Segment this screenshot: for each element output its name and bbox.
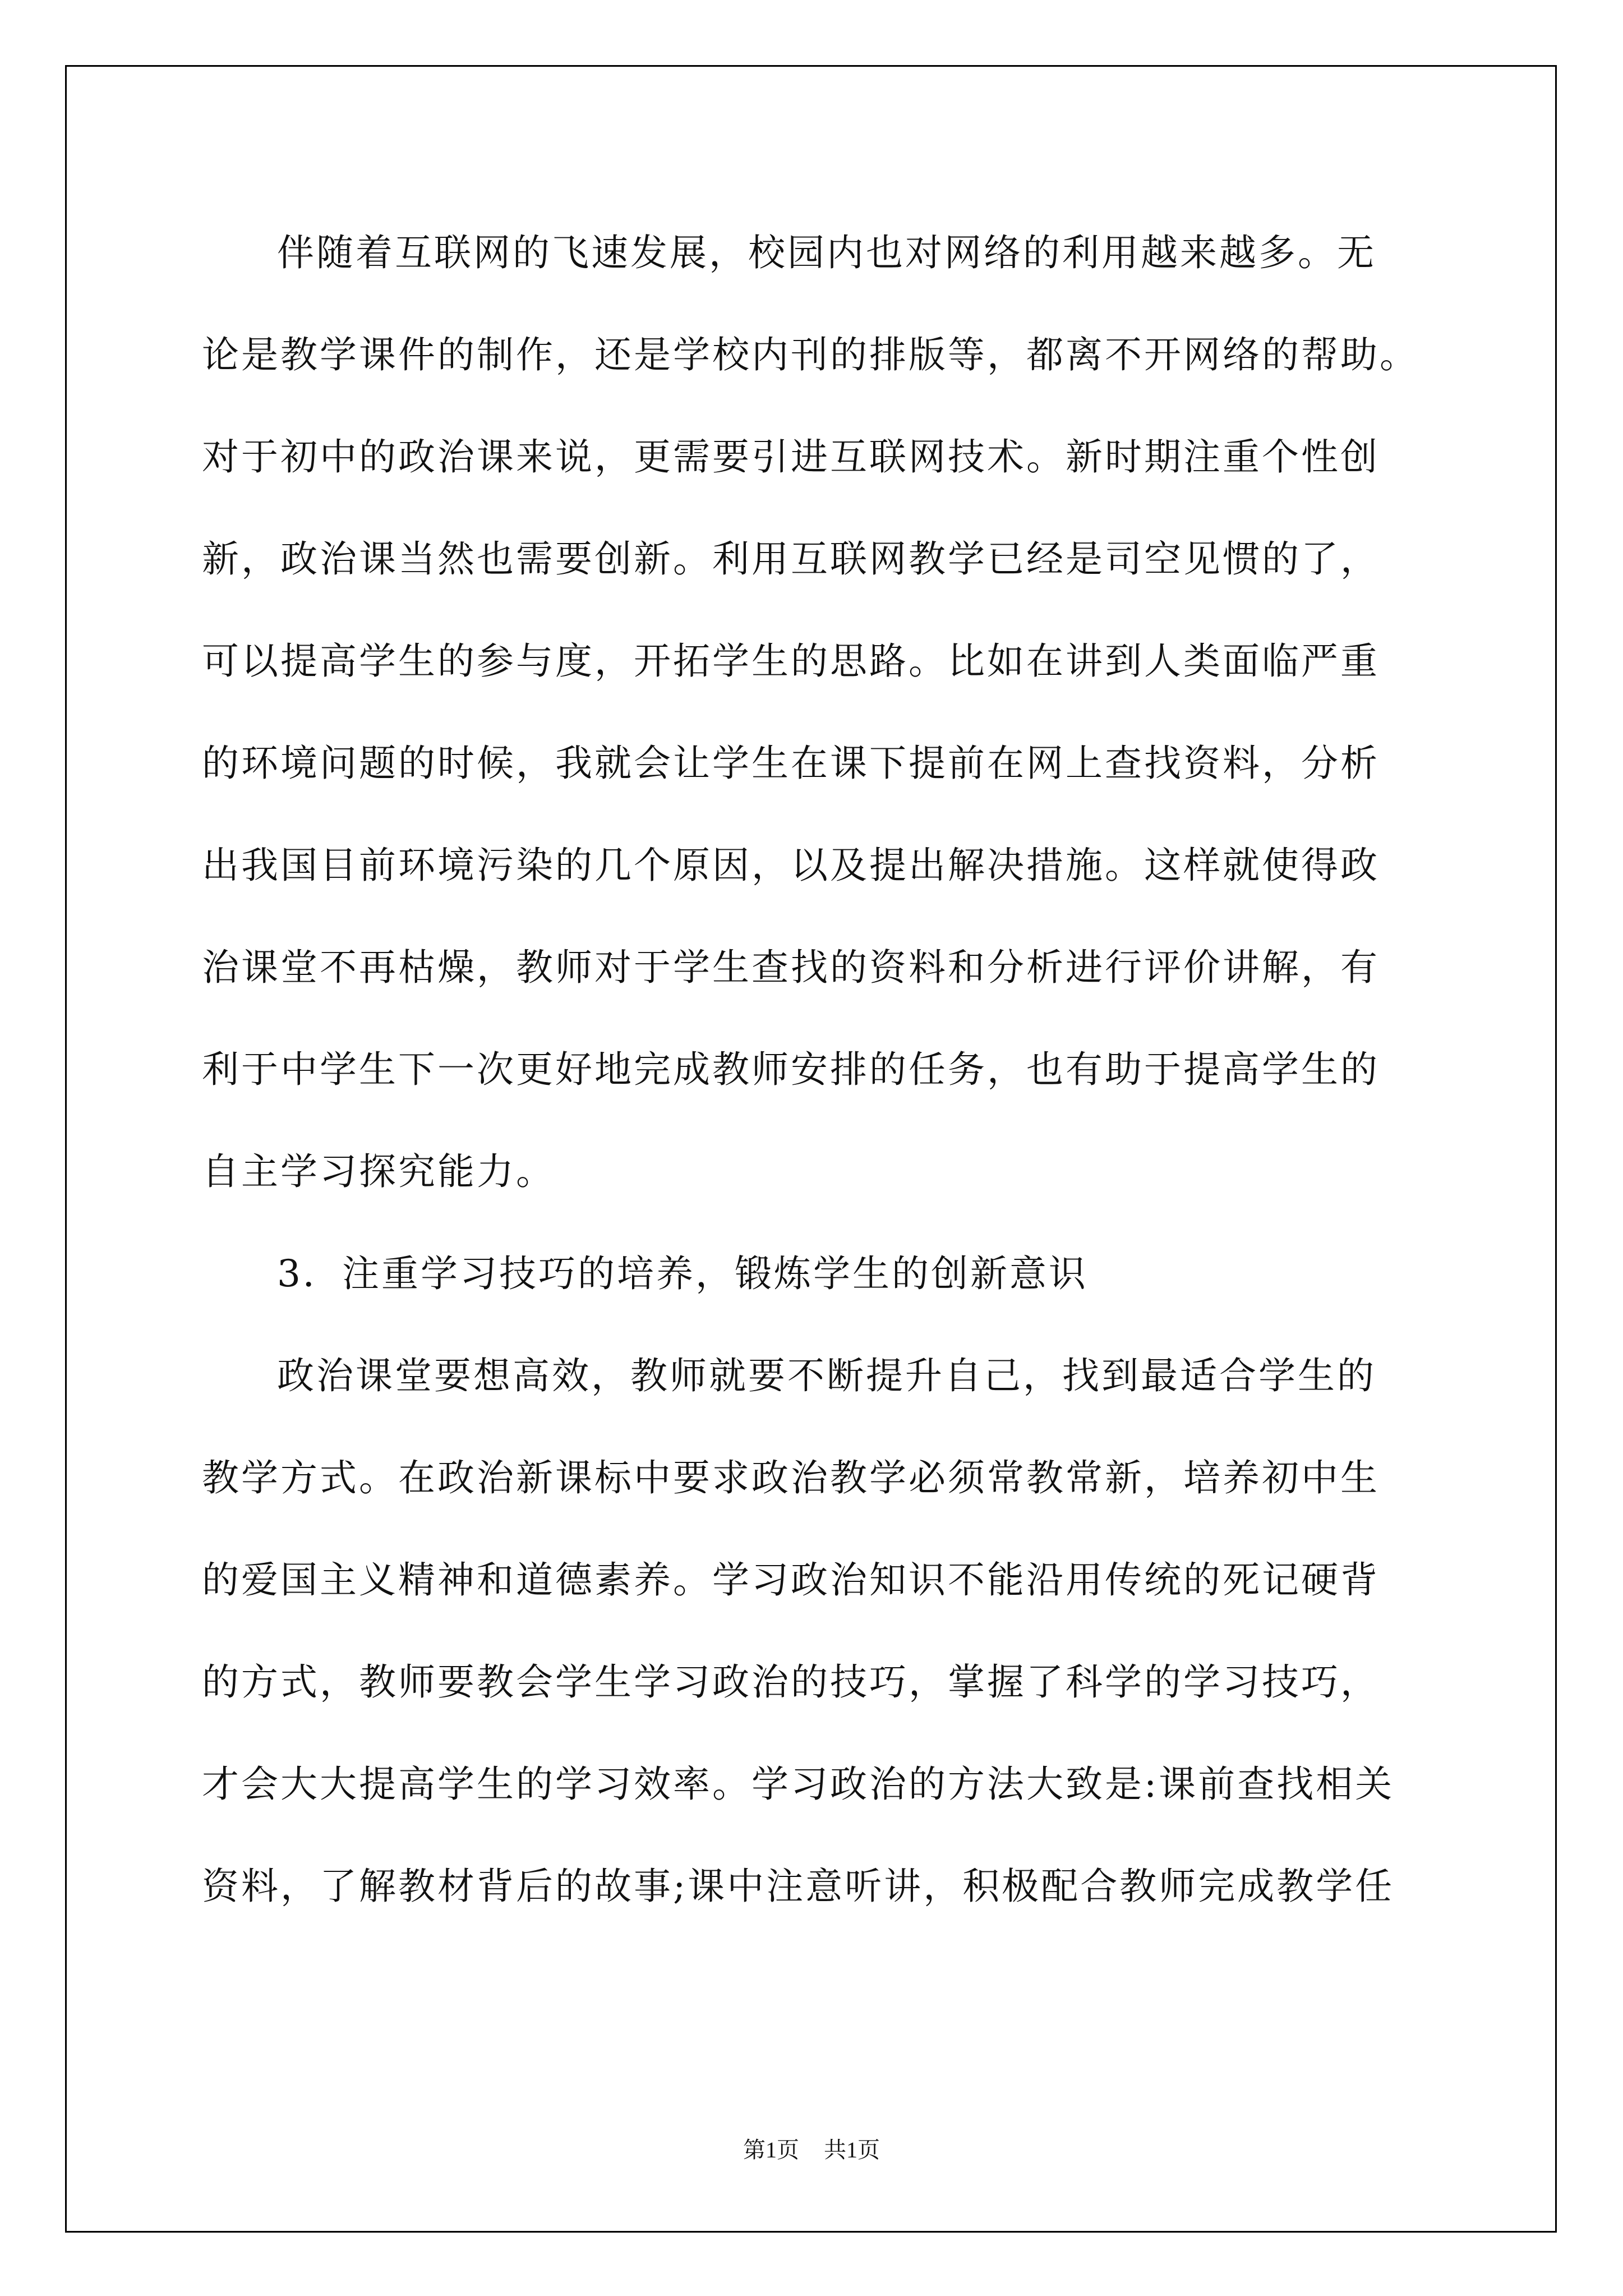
paragraph-line: 的爱国主义精神和道德素养。学习政治知识不能沿用传统的死记硬背 xyxy=(202,1558,1380,1602)
page-footer xyxy=(0,2136,1623,2164)
paragraph-line: 的方式，教师要教会学生学习政治的技巧，掌握了科学的学习技巧， xyxy=(202,1660,1380,1704)
paragraph-line: 对于初中的政治课来说，更需要引进互联网技术。新时期注重个性创 xyxy=(202,435,1380,478)
page-number: 第1页 xyxy=(743,2137,799,2162)
paragraph-line: 新，政治课当然也需要创新。利用互联网教学已经是司空见惯的了， xyxy=(202,537,1380,581)
section-heading: 3．注重学习技巧的培养，锻炼学生的创新意识 xyxy=(277,1252,1088,1295)
paragraph-line: 的环境问题的时候，我就会让学生在课下提前在网上查找资料，分析 xyxy=(202,742,1380,785)
paragraph-line: 资料，了解教材背后的故事;课中注意听讲，积极配合教师完成教学任 xyxy=(202,1865,1395,1908)
paragraph-line: 政治课堂要想高效，教师就要不断提升自己，找到最适合学生的 xyxy=(277,1354,1376,1397)
document-body xyxy=(202,202,1447,1938)
paragraph-line: 自主学习探究能力。 xyxy=(202,1150,555,1193)
paragraph-line: 出我国目前环境污染的几个原因，以及提出解决措施。这样就使得政 xyxy=(202,844,1380,887)
paragraph-line: 教学方式。在政治新课标中要求政治教学必须常教常新，培养初中生 xyxy=(202,1456,1380,1499)
paragraph-line: 才会大大提高学生的学习效率。学习政治的方法大致是:课前查找相关 xyxy=(202,1763,1395,1806)
paragraph-line: 治课堂不再枯燥，教师对于学生查找的资料和分析进行评价讲解，有 xyxy=(202,946,1380,989)
paragraph-line: 论是教学课件的制作，还是学校内刊的排版等，都离不开网络的帮助。 xyxy=(202,333,1419,376)
page-total: 共1页 xyxy=(824,2137,880,2162)
paragraph-line: 利于中学生下一次更好地完成教师安排的任务，也有助于提高学生的 xyxy=(202,1048,1380,1091)
paragraph-line: 可以提高学生的参与度，开拓学生的思路。比如在讲到人类面临严重 xyxy=(202,639,1380,683)
paragraph-line: 伴随着互联网的飞速发展，校园内也对网络的利用越来越多。无 xyxy=(277,231,1376,274)
